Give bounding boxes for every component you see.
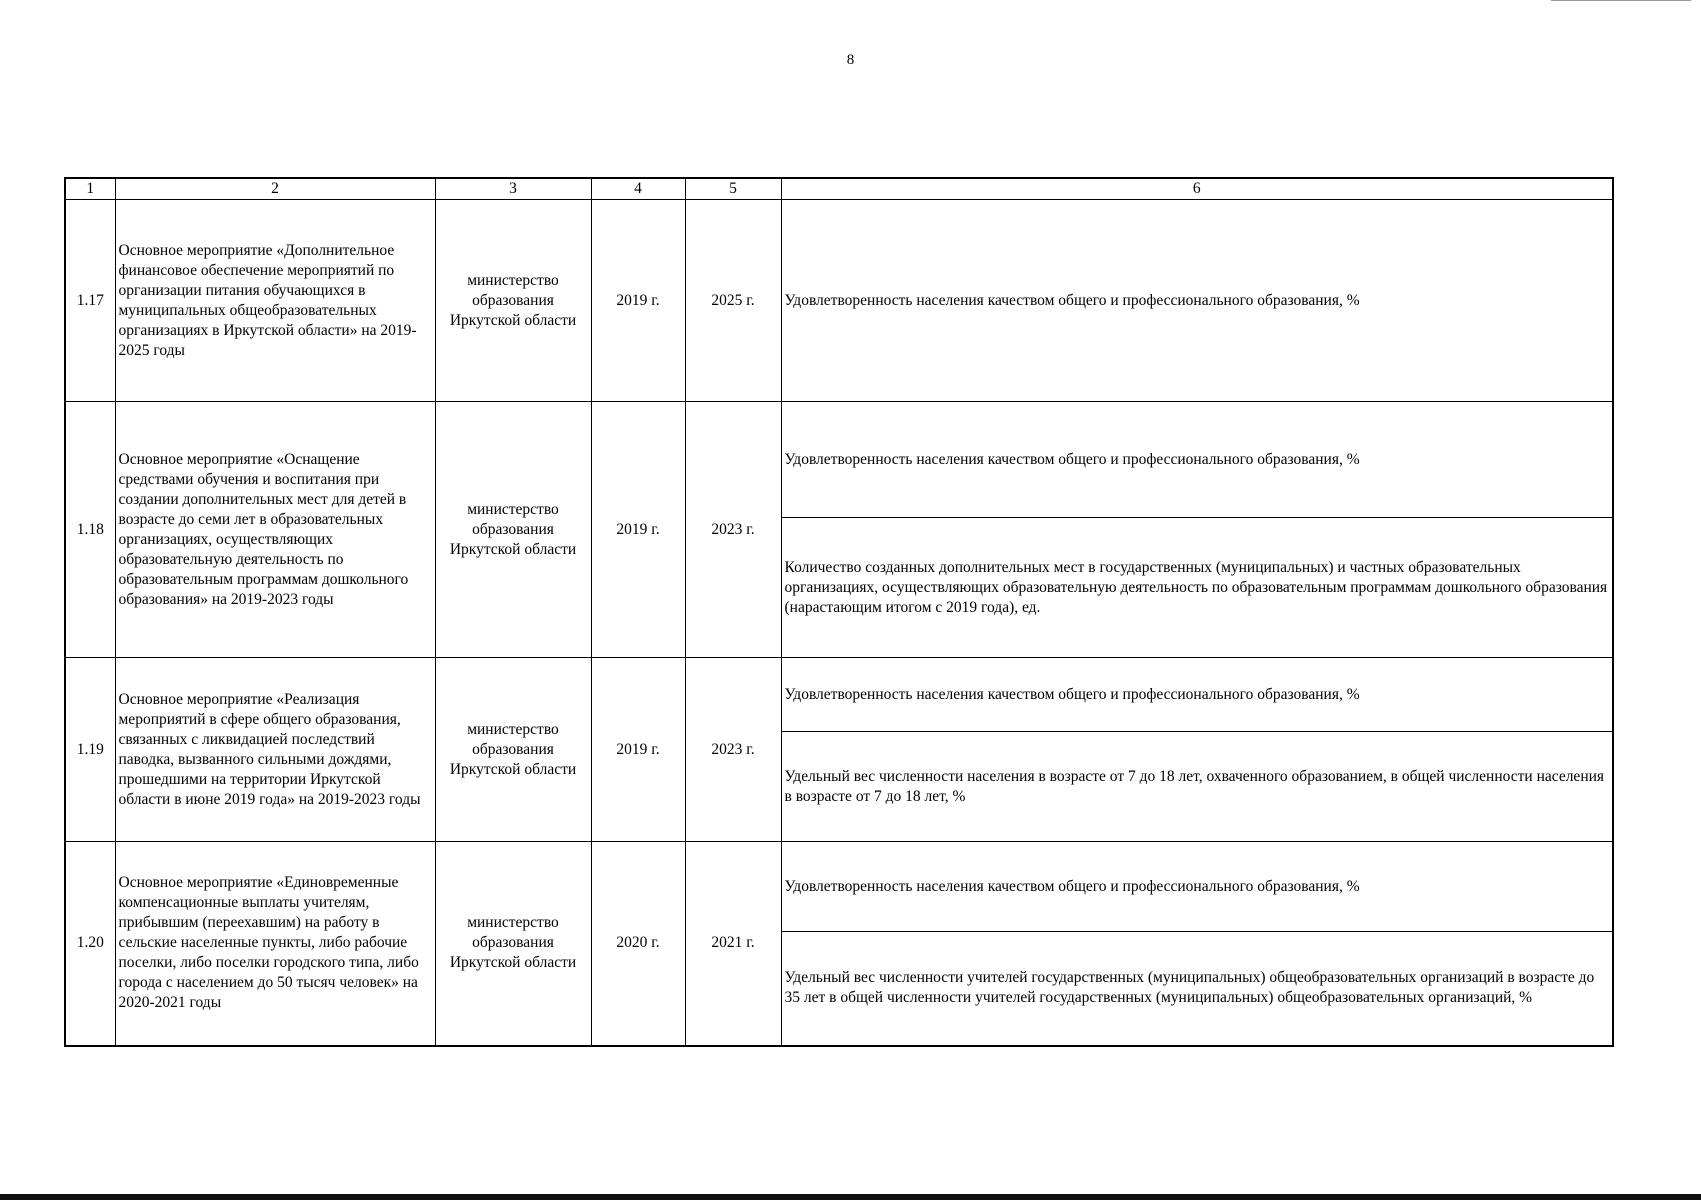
measure-name: Основное мероприятие «Дополнительное финансовое обеспечение мероприятий по организации питания обучающихся в муниципальных общеобразовательных организациях в Иркутской области» на 2019-2025 годы bbox=[115, 200, 435, 402]
table-row bbox=[65, 842, 1613, 932]
executor: министерство образования Иркутской области bbox=[435, 658, 591, 842]
scan-artifact-line bbox=[1551, 0, 1691, 1]
indicator: Удовлетворенность населения качеством общего и профессионального образования, % bbox=[781, 402, 1613, 518]
measure-name: Основное мероприятие «Оснащение средствами обучения и воспитания при создании дополнительных мест для детей в возрасте до семи лет в образовательных организациях, осуществляющих образовательную деятельность по образовательным программам дошкольного образования» на 2019-2023 годы bbox=[115, 402, 435, 658]
indicator: Удовлетворенность населения качеством общего и профессионального образования, % bbox=[781, 200, 1613, 402]
end-year: 2025 г. bbox=[685, 200, 781, 402]
row-number: 1.18 bbox=[65, 402, 115, 658]
indicator: Удельный вес численности учителей государственных (муниципальных) общеобразовательных организаций в возрасте до 35 лет в общей численности учителей государственных (муниципальных) общеобразовательных организаций, % bbox=[781, 932, 1613, 1046]
column-header: 3 bbox=[435, 178, 591, 200]
start-year: 2020 г. bbox=[591, 842, 685, 1046]
measure-name: Основное мероприятие «Единовременные компенсационные выплаты учителям, прибывшим (переехавшим) на работу в сельские населенные пункты, либо рабочие поселки, либо поселки городского типа, либо города с населением до 50 тысяч человек» на 2020-2021 годы bbox=[115, 842, 435, 1046]
column-header: 4 bbox=[591, 178, 685, 200]
start-year: 2019 г. bbox=[591, 658, 685, 842]
executor: министерство образования Иркутской области bbox=[435, 842, 591, 1046]
executor: министерство образования Иркутской области bbox=[435, 200, 591, 402]
start-year: 2019 г. bbox=[591, 200, 685, 402]
measure-name: Основное мероприятие «Реализация мероприятий в сфере общего образования, связанных с ликвидацией последствий паводка, вызванного сильными дождями, прошедшими на территории Иркутской области в июне 2019 года» на 2019-2023 годы bbox=[115, 658, 435, 842]
end-year: 2023 г. bbox=[685, 658, 781, 842]
page-number: 8 bbox=[846, 52, 855, 68]
table-row bbox=[65, 200, 1613, 402]
end-year: 2021 г. bbox=[685, 842, 781, 1046]
executor: министерство образования Иркутской области bbox=[435, 402, 591, 658]
row-number: 1.19 bbox=[65, 658, 115, 842]
end-year: 2023 г. bbox=[685, 402, 781, 658]
table-row bbox=[65, 402, 1613, 518]
column-header: 6 bbox=[781, 178, 1613, 200]
row-number: 1.17 bbox=[65, 200, 115, 402]
table-row bbox=[65, 658, 1613, 732]
indicator: Количество созданных дополнительных мест в государственных (муниципальных) и частных образовательных организациях, осуществляющих образовательную деятельность по образовательным программам дошкольного образования (нарастающим итогом с 2019 года), ед. bbox=[781, 518, 1613, 658]
indicator: Удовлетворенность населения качеством общего и профессионального образования, % bbox=[781, 842, 1613, 932]
measures-table bbox=[64, 177, 1614, 1047]
column-header: 2 bbox=[115, 178, 435, 200]
header-row bbox=[65, 178, 1613, 200]
indicator: Удовлетворенность населения качеством общего и профессионального образования, % bbox=[781, 658, 1613, 732]
column-header: 5 bbox=[685, 178, 781, 200]
row-number: 1.20 bbox=[65, 842, 115, 1046]
column-header: 1 bbox=[65, 178, 115, 200]
scan-artifact-edge bbox=[0, 1194, 1701, 1200]
indicator: Удельный вес численности населения в возрасте от 7 до 18 лет, охваченного образованием, в общей численности населения в возрасте от 7 до 18 лет, % bbox=[781, 732, 1613, 842]
start-year: 2019 г. bbox=[591, 402, 685, 658]
